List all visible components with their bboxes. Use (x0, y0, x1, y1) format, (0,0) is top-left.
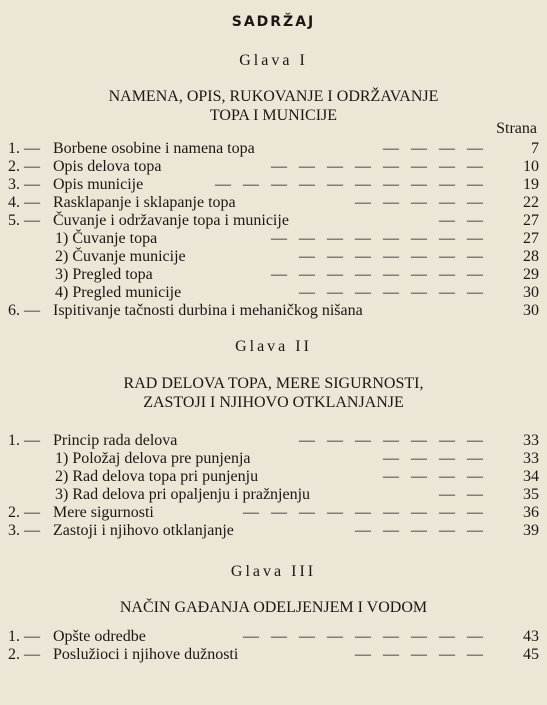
entry-title: 3) Pregled topa (55, 266, 153, 283)
entry-title: 2) Čuvanje municije (55, 248, 186, 265)
leader-dashes: — — — — — — — — (271, 158, 487, 175)
entry-title: Opšte odredbe (53, 628, 146, 645)
entry-number: 4. — (8, 194, 40, 211)
entry-title: Zastoji i njihovo otklanjanje (53, 522, 234, 539)
chapter-heading: Glava III (230, 563, 317, 580)
leader-dashes: — — — — — — — — — — (215, 176, 487, 193)
entry-title: 3) Rad delova pri opaljenju i pražnjenju (55, 486, 311, 503)
toc-entry (0, 176, 547, 194)
entry-page: 35 (523, 486, 539, 503)
leader-dashes: — — — — — (355, 646, 487, 663)
toc-entry (0, 646, 547, 664)
chapter-heading: Glava I (239, 52, 308, 69)
leader-dashes: — — — — — — — (299, 248, 487, 265)
entry-page: 22 (523, 194, 539, 211)
section-title-line: TOPA I MUNICIJE (209, 107, 338, 124)
leader-dashes: — — — — — — — — — (243, 628, 487, 645)
entry-page: 34 (523, 468, 539, 485)
entry-page: 33 (523, 432, 539, 449)
entry-number: 1. — (8, 140, 40, 157)
section-title-line: ZASTOJI I NJIHOVO OTKLANJANJE (143, 394, 404, 411)
toc-entry (0, 450, 547, 468)
entry-number: 1. — (8, 628, 40, 645)
entry-page: 27 (523, 212, 539, 229)
entry-page: 29 (523, 266, 539, 283)
toc-entry (0, 158, 547, 176)
entry-page: 10 (523, 158, 539, 175)
entry-page: 45 (523, 646, 539, 663)
leader-dashes: — — — — (383, 450, 487, 467)
leader-dashes: — — — — — — — — (271, 266, 487, 283)
entry-page: 27 (523, 230, 539, 247)
section-title-line: NAČIN GAĐANJA ODELJENJEM I VODOM (119, 599, 428, 616)
entry-number: 5. — (8, 212, 40, 229)
leader-dashes: — — — — — — — (299, 284, 487, 301)
entry-page: 39 (523, 522, 539, 539)
entry-number: 2. — (8, 158, 40, 175)
entry-title: 1) Čuvanje topa (55, 230, 158, 247)
section-title-line: NAMENA, OPIS, RUKOVANJE I ODRŽAVANJE (108, 88, 439, 105)
entry-title: 4) Pregled municije (55, 284, 182, 301)
toc-entry (0, 248, 547, 266)
leader-dashes: — — — — — — — (299, 432, 487, 449)
toc-entry (0, 284, 547, 302)
entry-title: Ispitivanje tačnosti durbina i mehaničkog nišana (53, 302, 363, 319)
entry-number: 3. — (8, 176, 40, 193)
entry-title: 2) Rad delova topa pri punjenju (55, 468, 259, 485)
toc-entry (0, 230, 547, 248)
entry-title: Rasklapanje i sklapanje topa (53, 194, 236, 211)
entry-title: Poslužioci i njihove dužnosti (53, 646, 239, 663)
leader-dashes: — — — — — — — — (271, 230, 487, 247)
toc-entry (0, 628, 547, 646)
entry-number: 1. — (8, 432, 40, 449)
entry-title: Opis municije (53, 176, 144, 193)
toc-entry (0, 504, 547, 522)
leader-dashes: — — (439, 212, 487, 229)
toc-entry (0, 212, 547, 230)
entry-page: 28 (523, 248, 539, 265)
toc-entry (0, 302, 547, 320)
entry-number: 6. — (8, 302, 40, 319)
leader-dashes: — — — — (383, 140, 487, 157)
entry-number: 2. — (8, 646, 40, 663)
toc-entry (0, 140, 547, 158)
entry-number: 3. — (8, 522, 40, 539)
leader-dashes: — — — — — (355, 194, 487, 211)
entry-page: 7 (531, 140, 539, 157)
entry-title: Čuvanje i održavanje topa i municije (53, 212, 289, 229)
toc-entry (0, 266, 547, 284)
toc-entry (0, 468, 547, 486)
entry-title: Opis delova topa (53, 158, 162, 175)
entry-page: 19 (523, 176, 539, 193)
toc-entry (0, 486, 547, 504)
entry-page: 30 (523, 284, 539, 301)
toc-entry (0, 194, 547, 212)
leader-dashes: — — — — (383, 468, 487, 485)
entry-title: Borbene osobine i namena topa (53, 140, 255, 157)
entry-page: 33 (523, 450, 539, 467)
leader-dashes: — — (439, 486, 487, 503)
entry-page: 30 (523, 302, 539, 319)
entry-title: Mere sigurnosti (53, 504, 154, 521)
entry-title: Princip rada delova (53, 432, 178, 449)
page-column-label: Strana (496, 120, 537, 137)
leader-dashes: — — — — — — — — — (243, 504, 487, 521)
page-title: SADRŽAJ (231, 14, 316, 30)
toc-entry (0, 522, 547, 540)
leader-dashes: — — — — — (355, 522, 487, 539)
section-title-line: RAD DELOVA TOPA, MERE SIGURNOSTI, (123, 375, 424, 392)
entry-title: 1) Položaj delova pre punjenja (55, 450, 251, 467)
entry-page: 36 (523, 504, 539, 521)
chapter-heading: Glava II (235, 338, 312, 355)
toc-entry (0, 432, 547, 450)
entry-page: 43 (523, 628, 539, 645)
entry-number: 2. — (8, 504, 40, 521)
